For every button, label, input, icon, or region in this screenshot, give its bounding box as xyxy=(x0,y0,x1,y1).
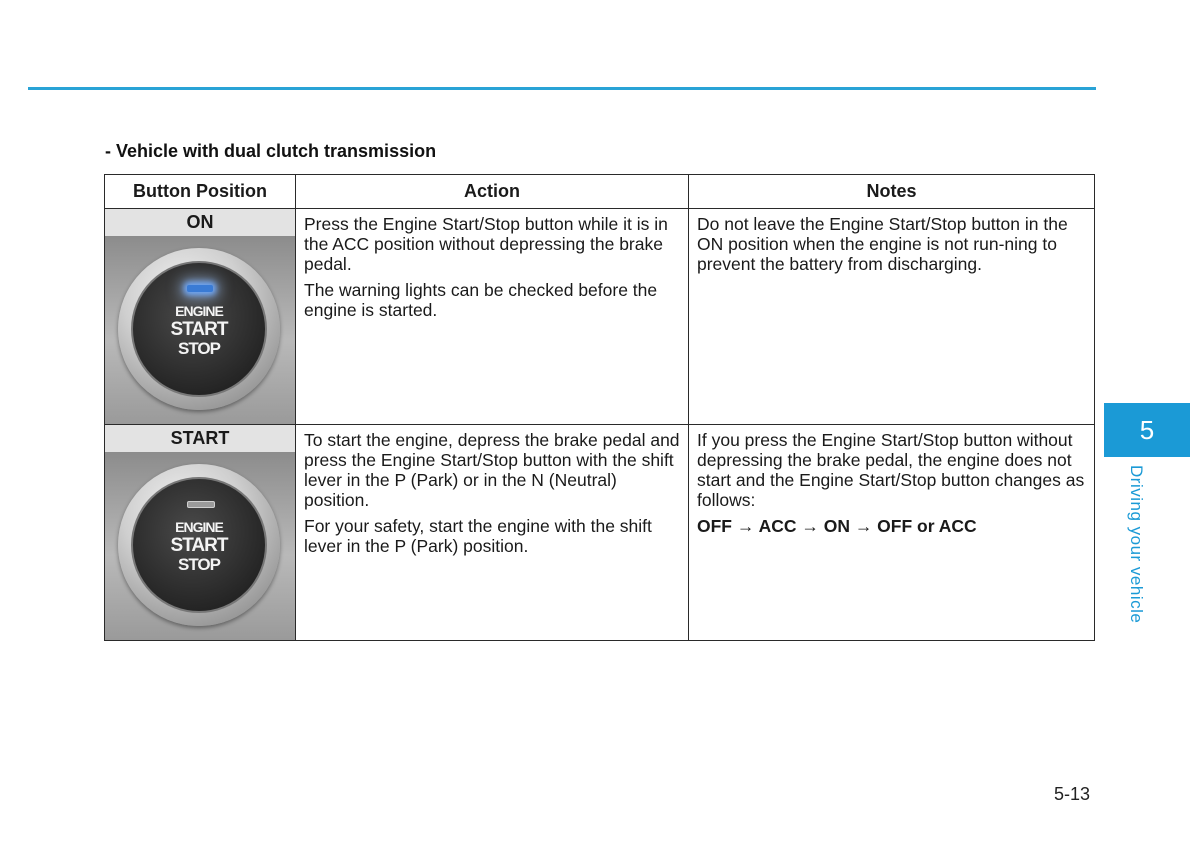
table-header-row xyxy=(105,175,1095,209)
action-text: Press the Engine Start/Stop button while it is in the ACC position without depressing the brake pedal. xyxy=(304,214,668,274)
action-cell xyxy=(296,425,689,641)
action-text: The warning lights can be checked before the engine is started. xyxy=(304,280,658,320)
table-row xyxy=(105,425,1095,641)
button-position-table xyxy=(104,174,1095,641)
position-cell-on xyxy=(105,209,296,425)
header-button-position: Button Position xyxy=(105,175,296,209)
position-label: START xyxy=(105,425,295,452)
header-notes: Notes xyxy=(689,175,1095,209)
indicator-light-icon xyxy=(187,501,215,508)
notes-text: Do not leave the Engine Start/Stop button in the ON position when the engine is not run-ning to prevent the battery from discharging. xyxy=(697,214,1068,274)
button-text-start: START xyxy=(170,319,228,340)
indicator-light-icon xyxy=(187,285,213,292)
chapter-tab: 5 xyxy=(1104,403,1190,457)
action-text: To start the engine, depress the brake pedal and press the Engine Start/Stop button with the shift lever in the P (Park) or in the N (Neutral) position. xyxy=(304,430,680,510)
button-text-start: START xyxy=(170,535,228,556)
position-label: ON xyxy=(105,209,295,236)
button-bezel xyxy=(118,248,280,410)
button-text-engine: ENGINE xyxy=(175,303,223,319)
action-text: For your safety, start the engine with the shift lever in the P (Park) position. xyxy=(304,516,652,556)
notes-cell xyxy=(689,425,1095,641)
engine-start-stop-button-illustration xyxy=(105,236,295,424)
notes-cell xyxy=(689,209,1095,425)
section-heading: - Vehicle with dual clutch transmission xyxy=(105,141,437,161)
button-text-stop: STOP xyxy=(178,555,220,574)
engine-start-stop-button-illustration xyxy=(105,452,295,640)
notes-sequence: OFF → ACC → ON → OFF or ACC xyxy=(697,516,977,536)
header-rule xyxy=(28,87,1096,90)
button-text-engine: ENGINE xyxy=(175,519,223,535)
button-text-stop: STOP xyxy=(178,339,220,358)
chapter-title: Driving your vehicle xyxy=(1127,465,1146,624)
button-face xyxy=(131,261,267,397)
position-cell-start xyxy=(105,425,296,641)
header-action: Action xyxy=(296,175,689,209)
button-bezel xyxy=(118,464,280,626)
table-row xyxy=(105,209,1095,425)
button-face xyxy=(131,477,267,613)
notes-text: If you press the Engine Start/Stop button without depressing the brake pedal, the engine does not start and the Engine Start/Stop button changes as follows: xyxy=(697,430,1085,510)
page-number: 5-13 xyxy=(1054,784,1091,804)
action-cell xyxy=(296,209,689,425)
